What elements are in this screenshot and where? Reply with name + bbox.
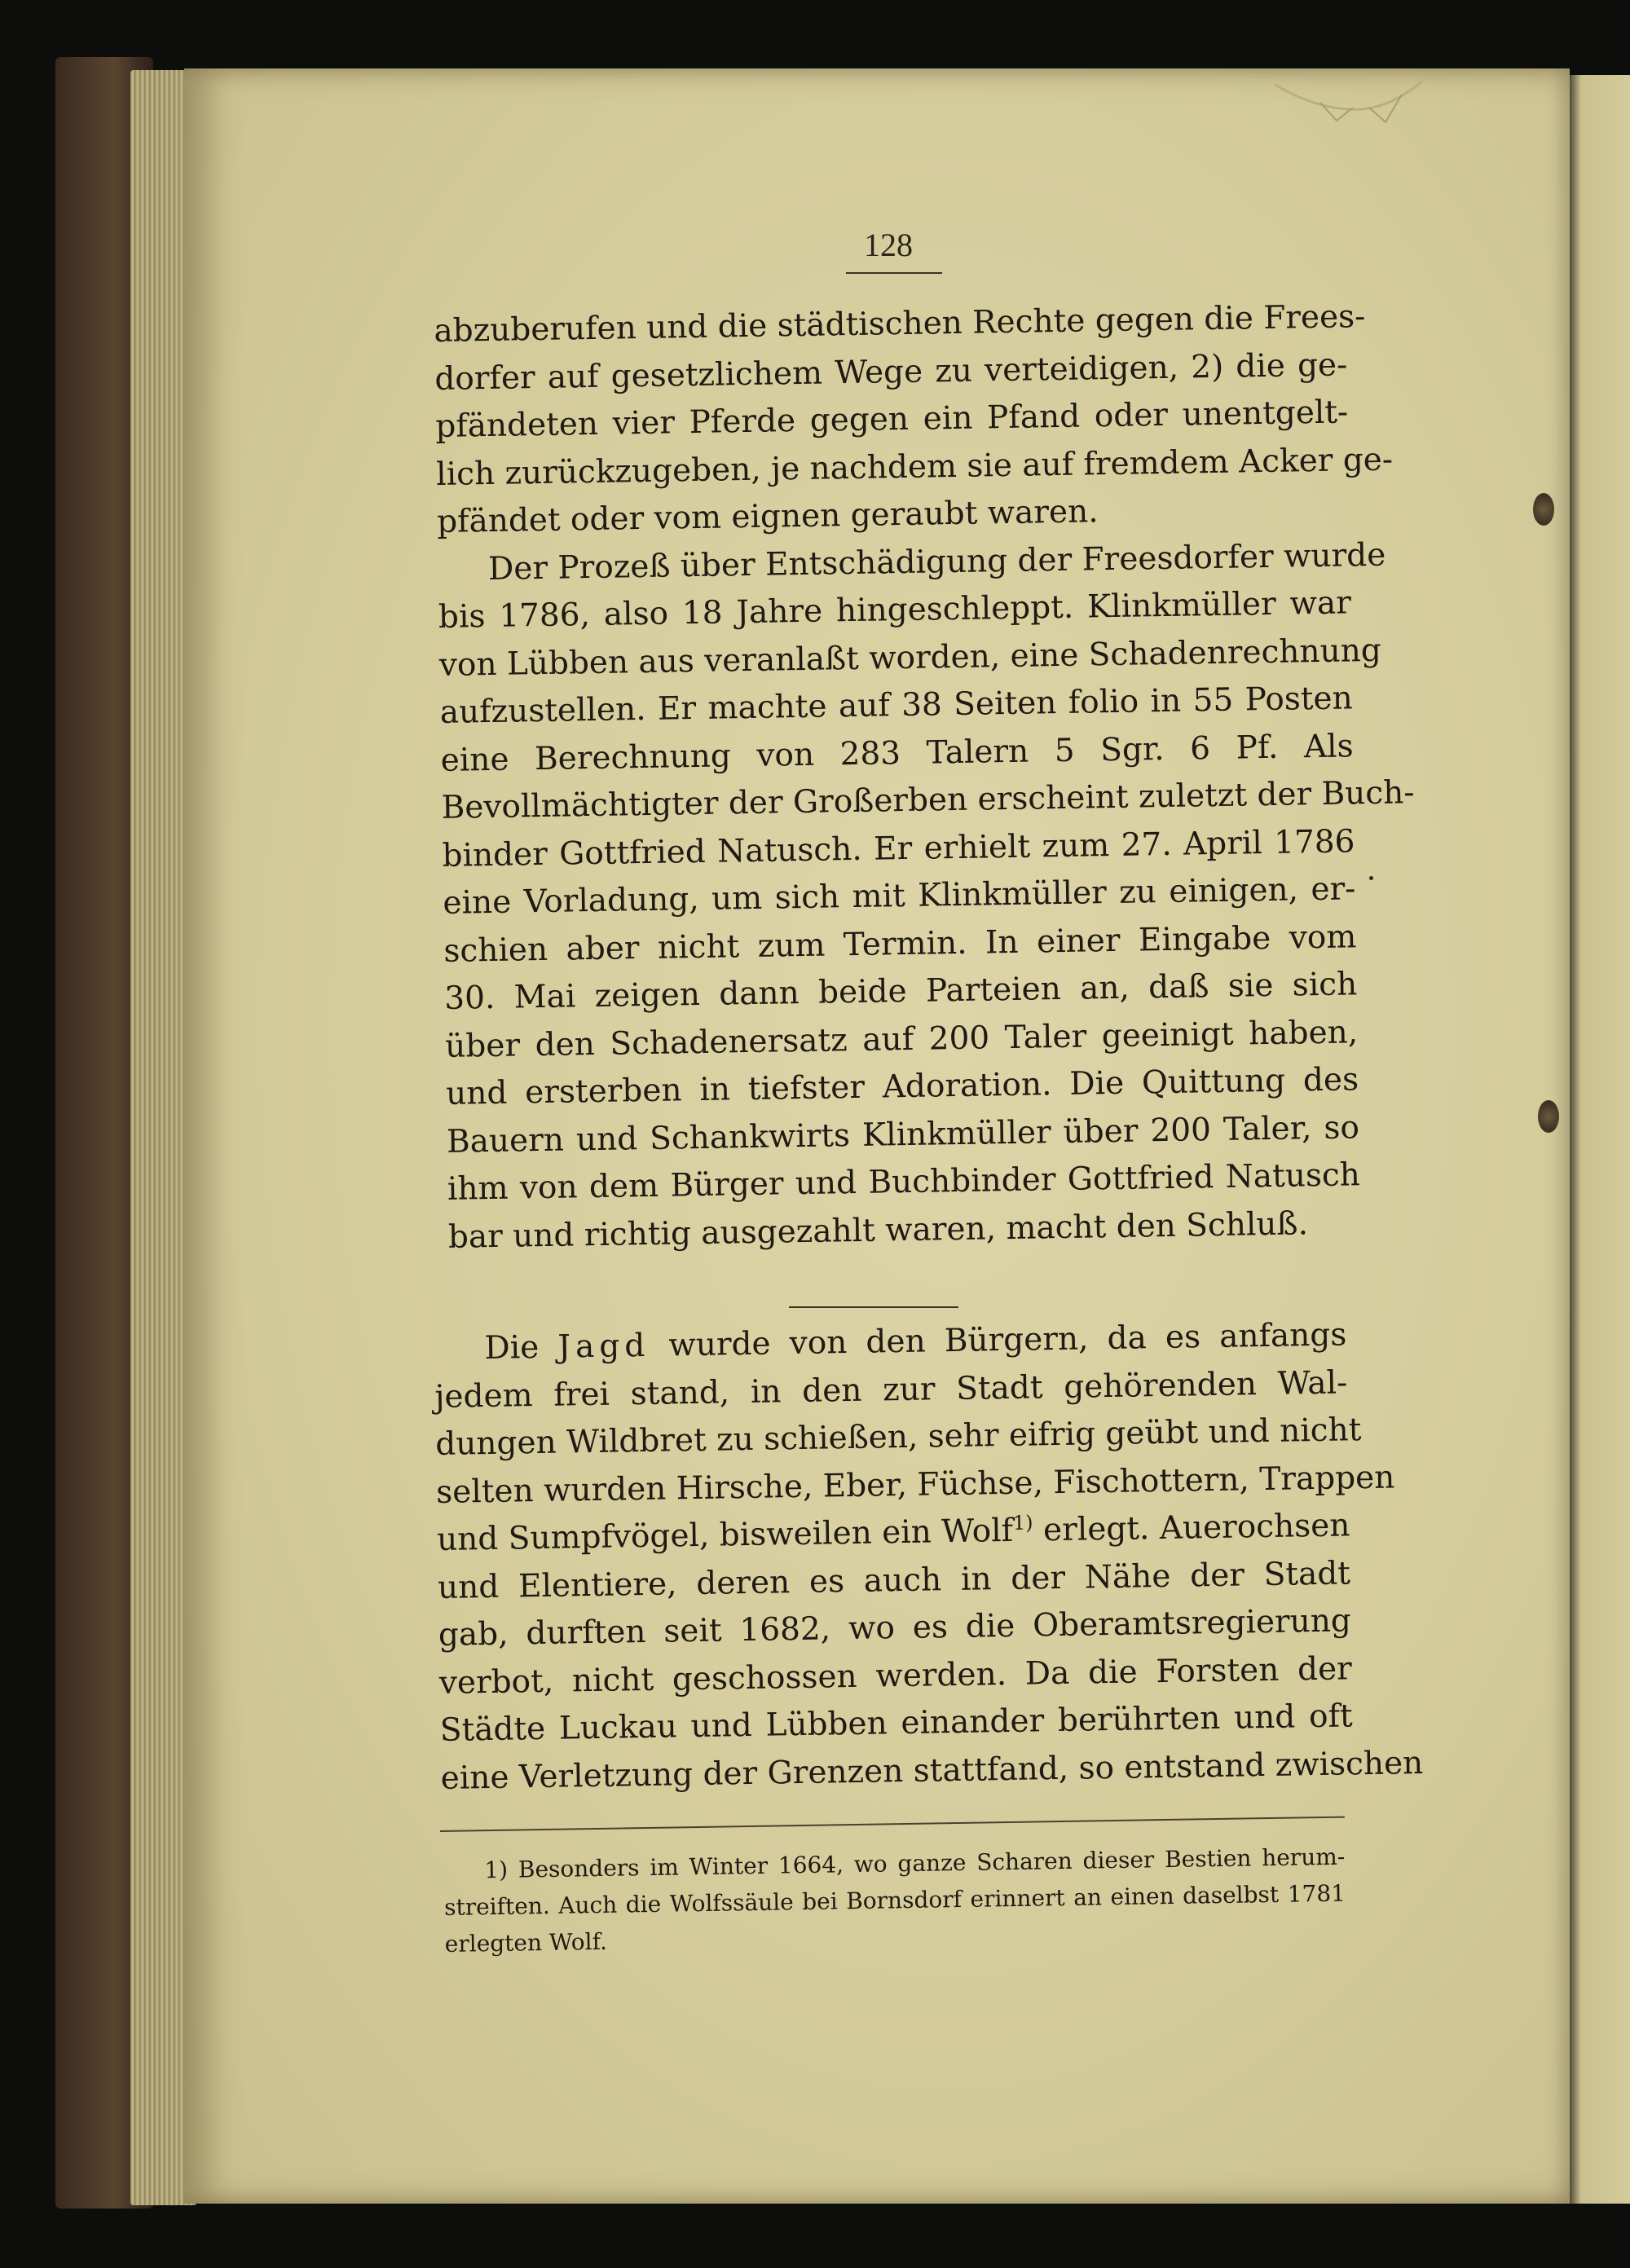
footnote-line: streiften. Auch die Wolfssäule bei Bornsdorf erinnert an einen daselbst 1781 (443, 1879, 1346, 1921)
text-line: schien aber nicht zum Termin. In einer Eingabe vom (443, 918, 1357, 970)
facing-page-edge (1565, 75, 1630, 2204)
text-line: abzuberufen und die städtischen Rechte gegen die Frees- (434, 298, 1366, 350)
text-line: eine Verletzung der Grenzen stattfand, so entstand zwischen (440, 1744, 1424, 1797)
text-line: und Elentiere, deren es auch in der Nähe der Stadt (437, 1554, 1351, 1606)
text-line: eine Berechnung von 283 Talern 5 Sgr. 6 Pf. Als (440, 727, 1354, 779)
text-line: Städte Luckau und Lübben einander berührten und oft (439, 1698, 1354, 1749)
footnote-line: erlegten Wolf. (444, 1927, 608, 1958)
text-line: binder Gottfried Natusch. Er erhielt zum 27. April 1786 (442, 822, 1355, 874)
text-line: verbot, nicht geschossen werden. Da die Forsten der (438, 1649, 1353, 1702)
text-line: bis 1786, also 18 Jahre hingeschleppt. Klinkmüller war (438, 584, 1352, 636)
footnote-line: 1) Besonders im Winter 1664, wo ganze Scharen dieser Bestien herum- (484, 1843, 1346, 1884)
spaced-word: Jagd (557, 1327, 650, 1366)
text-fragment: und Sumpfvögel, bisweilen ein Wolf (436, 1512, 1014, 1558)
text-fragment: erlegt. Auerochsen (1033, 1507, 1350, 1549)
text-line: ihm von dem Bürger und Buchbinder Gottfried Natusch (447, 1156, 1361, 1208)
binding-stitch-bottom (1538, 1100, 1559, 1133)
footnote-marker: 1) (1012, 1511, 1033, 1535)
page-number-rule (846, 272, 942, 274)
text-fragment: Die (484, 1328, 558, 1367)
section-text (434, 1311, 1424, 1803)
text-line: lich zurückzugeben, je nachdem sie auf fremdem Acker ge- (435, 441, 1394, 493)
speck (1369, 876, 1373, 880)
section-divider (789, 1306, 958, 1308)
text-fragment: wurde von den Bürgern, da es anfangs (649, 1316, 1347, 1364)
page-number: 128 (864, 227, 913, 263)
text-line: Bevollmächtigter der Großerben erscheint zuletzt der Buch- (441, 774, 1415, 826)
text-line: bar und richtig ausgezahlt waren, macht den Schluß. (447, 1204, 1309, 1256)
text-line: dorfer auf gesetzlichem Wege zu verteidigen, 2) die ge- (434, 346, 1348, 398)
text-line: pfändet oder vom eignen geraubt waren. (436, 493, 1099, 540)
text-line: pfändeten vier Pferde gegen ein Pfand oder unentgelt- (434, 394, 1349, 445)
text-line: gab, durften seit 1682, wo es die Oberamtsregierung (438, 1602, 1352, 1654)
text-line: und ersterben in tiefster Adoration. Die Quittung des (445, 1061, 1359, 1112)
text-line: dungen Wildbret zu schießen, sehr eifrig geübt und nicht (434, 1411, 1362, 1463)
fold-mark (1271, 78, 1426, 127)
text-line: aufzustellen. Er machte auf 38 Seiten folio in 55 Posten (439, 680, 1354, 731)
text-line: 30. Mai zeigen dann beide Parteien an, daß sie sich (443, 966, 1358, 1017)
text-line: über den Schadenersatz auf 200 Taler geeinigt haben, (444, 1013, 1359, 1065)
text-line: von Lübben aus veranlaßt worden, eine Schadenrechnung (438, 632, 1382, 684)
text-line: jedem frei stand, in den zur Stadt gehörenden Wal- (434, 1363, 1348, 1416)
text-line: Der Prozeß über Entschädigung der Freesdorfer wurde (487, 536, 1386, 588)
text-line: Bauern und Schankwirts Klinkmüller über 200 Taler, so (446, 1108, 1360, 1160)
text-line: selten wurden Hirsche, Eber, Füchse, Fischottern, Trappen (435, 1459, 1395, 1511)
binding-stitch-top (1533, 493, 1554, 526)
footnotes (443, 1839, 1346, 1962)
main-text (434, 293, 1415, 1261)
text-line: eine Vorladung, um sich mit Klinkmüller zu einigen, er- (443, 870, 1356, 922)
